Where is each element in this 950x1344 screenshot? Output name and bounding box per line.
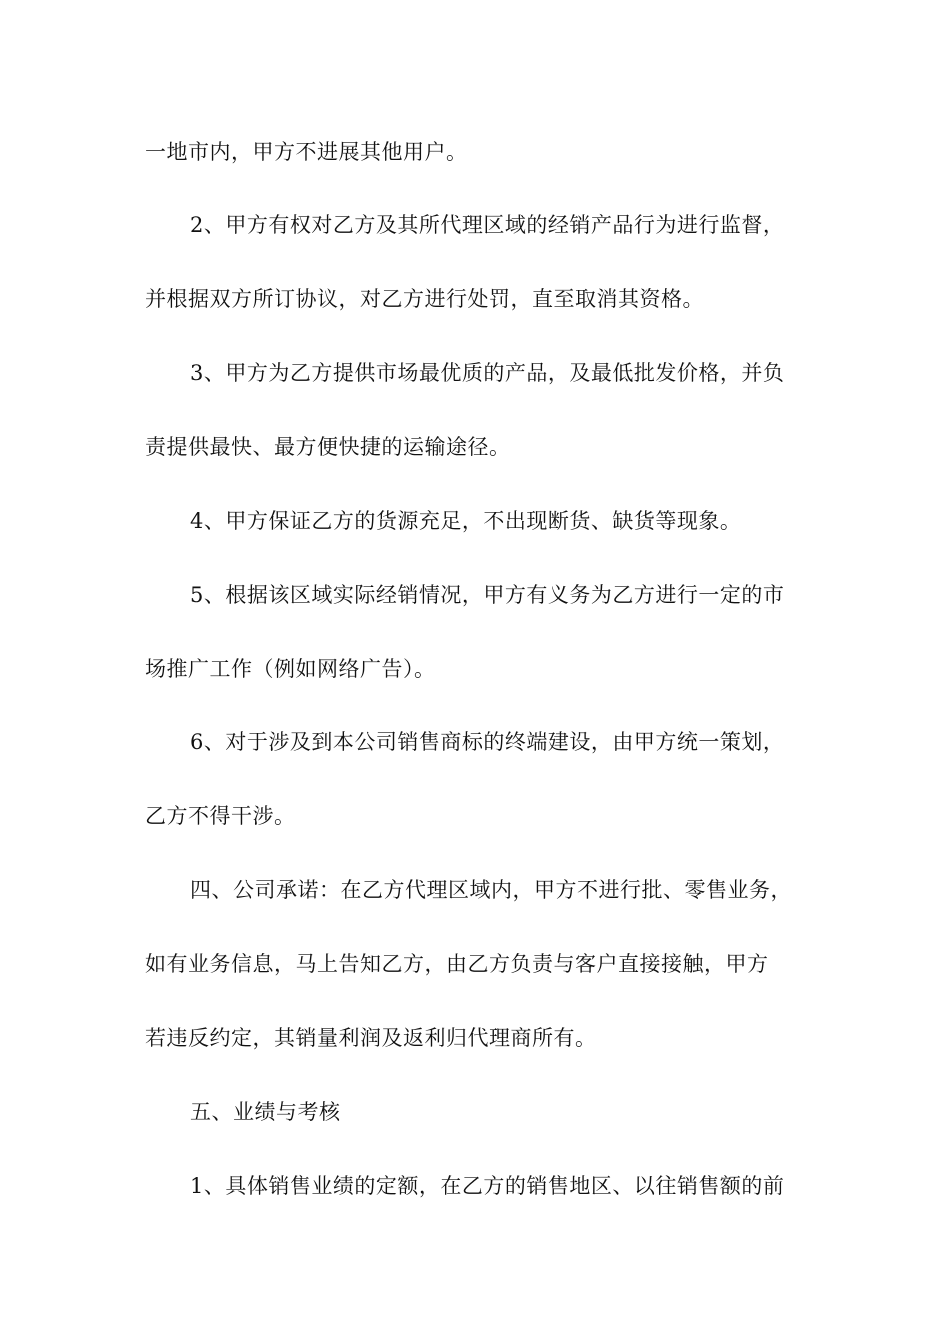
- text-line: 2、甲方有权对乙方及其所代理区域的经销产品行为进行监督，: [190, 213, 785, 237]
- text-line: 1、具体销售业绩的定额，在乙方的销售地区、以往销售额的前: [190, 1174, 785, 1198]
- text-line: 6、对于涉及到本公司销售商标的终端建设，由甲方统一策划，: [190, 730, 785, 754]
- section-heading: 五、业绩与考核: [190, 1100, 341, 1124]
- text-line: 若违反约定，其销量利润及返利归代理商所有。: [145, 1026, 597, 1050]
- text-line: 乙方不得干涉。: [145, 804, 296, 828]
- text-line: 一地市内，甲方不进展其他用户。: [145, 140, 468, 164]
- text-line: 4、甲方保证乙方的货源充足，不出现断货、缺货等现象。: [190, 509, 742, 533]
- text-line: 3、甲方为乙方提供市场最优质的产品，及最低批发价格，并负: [190, 361, 785, 385]
- text-line: 5、根据该区域实际经销情况，甲方有义务为乙方进行一定的市: [190, 583, 785, 607]
- text-line: 四、公司承诺：在乙方代理区域内，甲方不进行批、零售业务，: [190, 878, 792, 902]
- text-line: 并根据双方所订协议，对乙方进行处罚，直至取消其资格。: [145, 287, 704, 311]
- text-line: 如有业务信息，马上告知乙方，由乙方负责与客户直接接触，甲方: [145, 952, 769, 976]
- text-line: 责提供最快、最方便快捷的运输途径。: [145, 435, 511, 459]
- text-line: 场推广工作（例如网络广告）。: [145, 657, 436, 681]
